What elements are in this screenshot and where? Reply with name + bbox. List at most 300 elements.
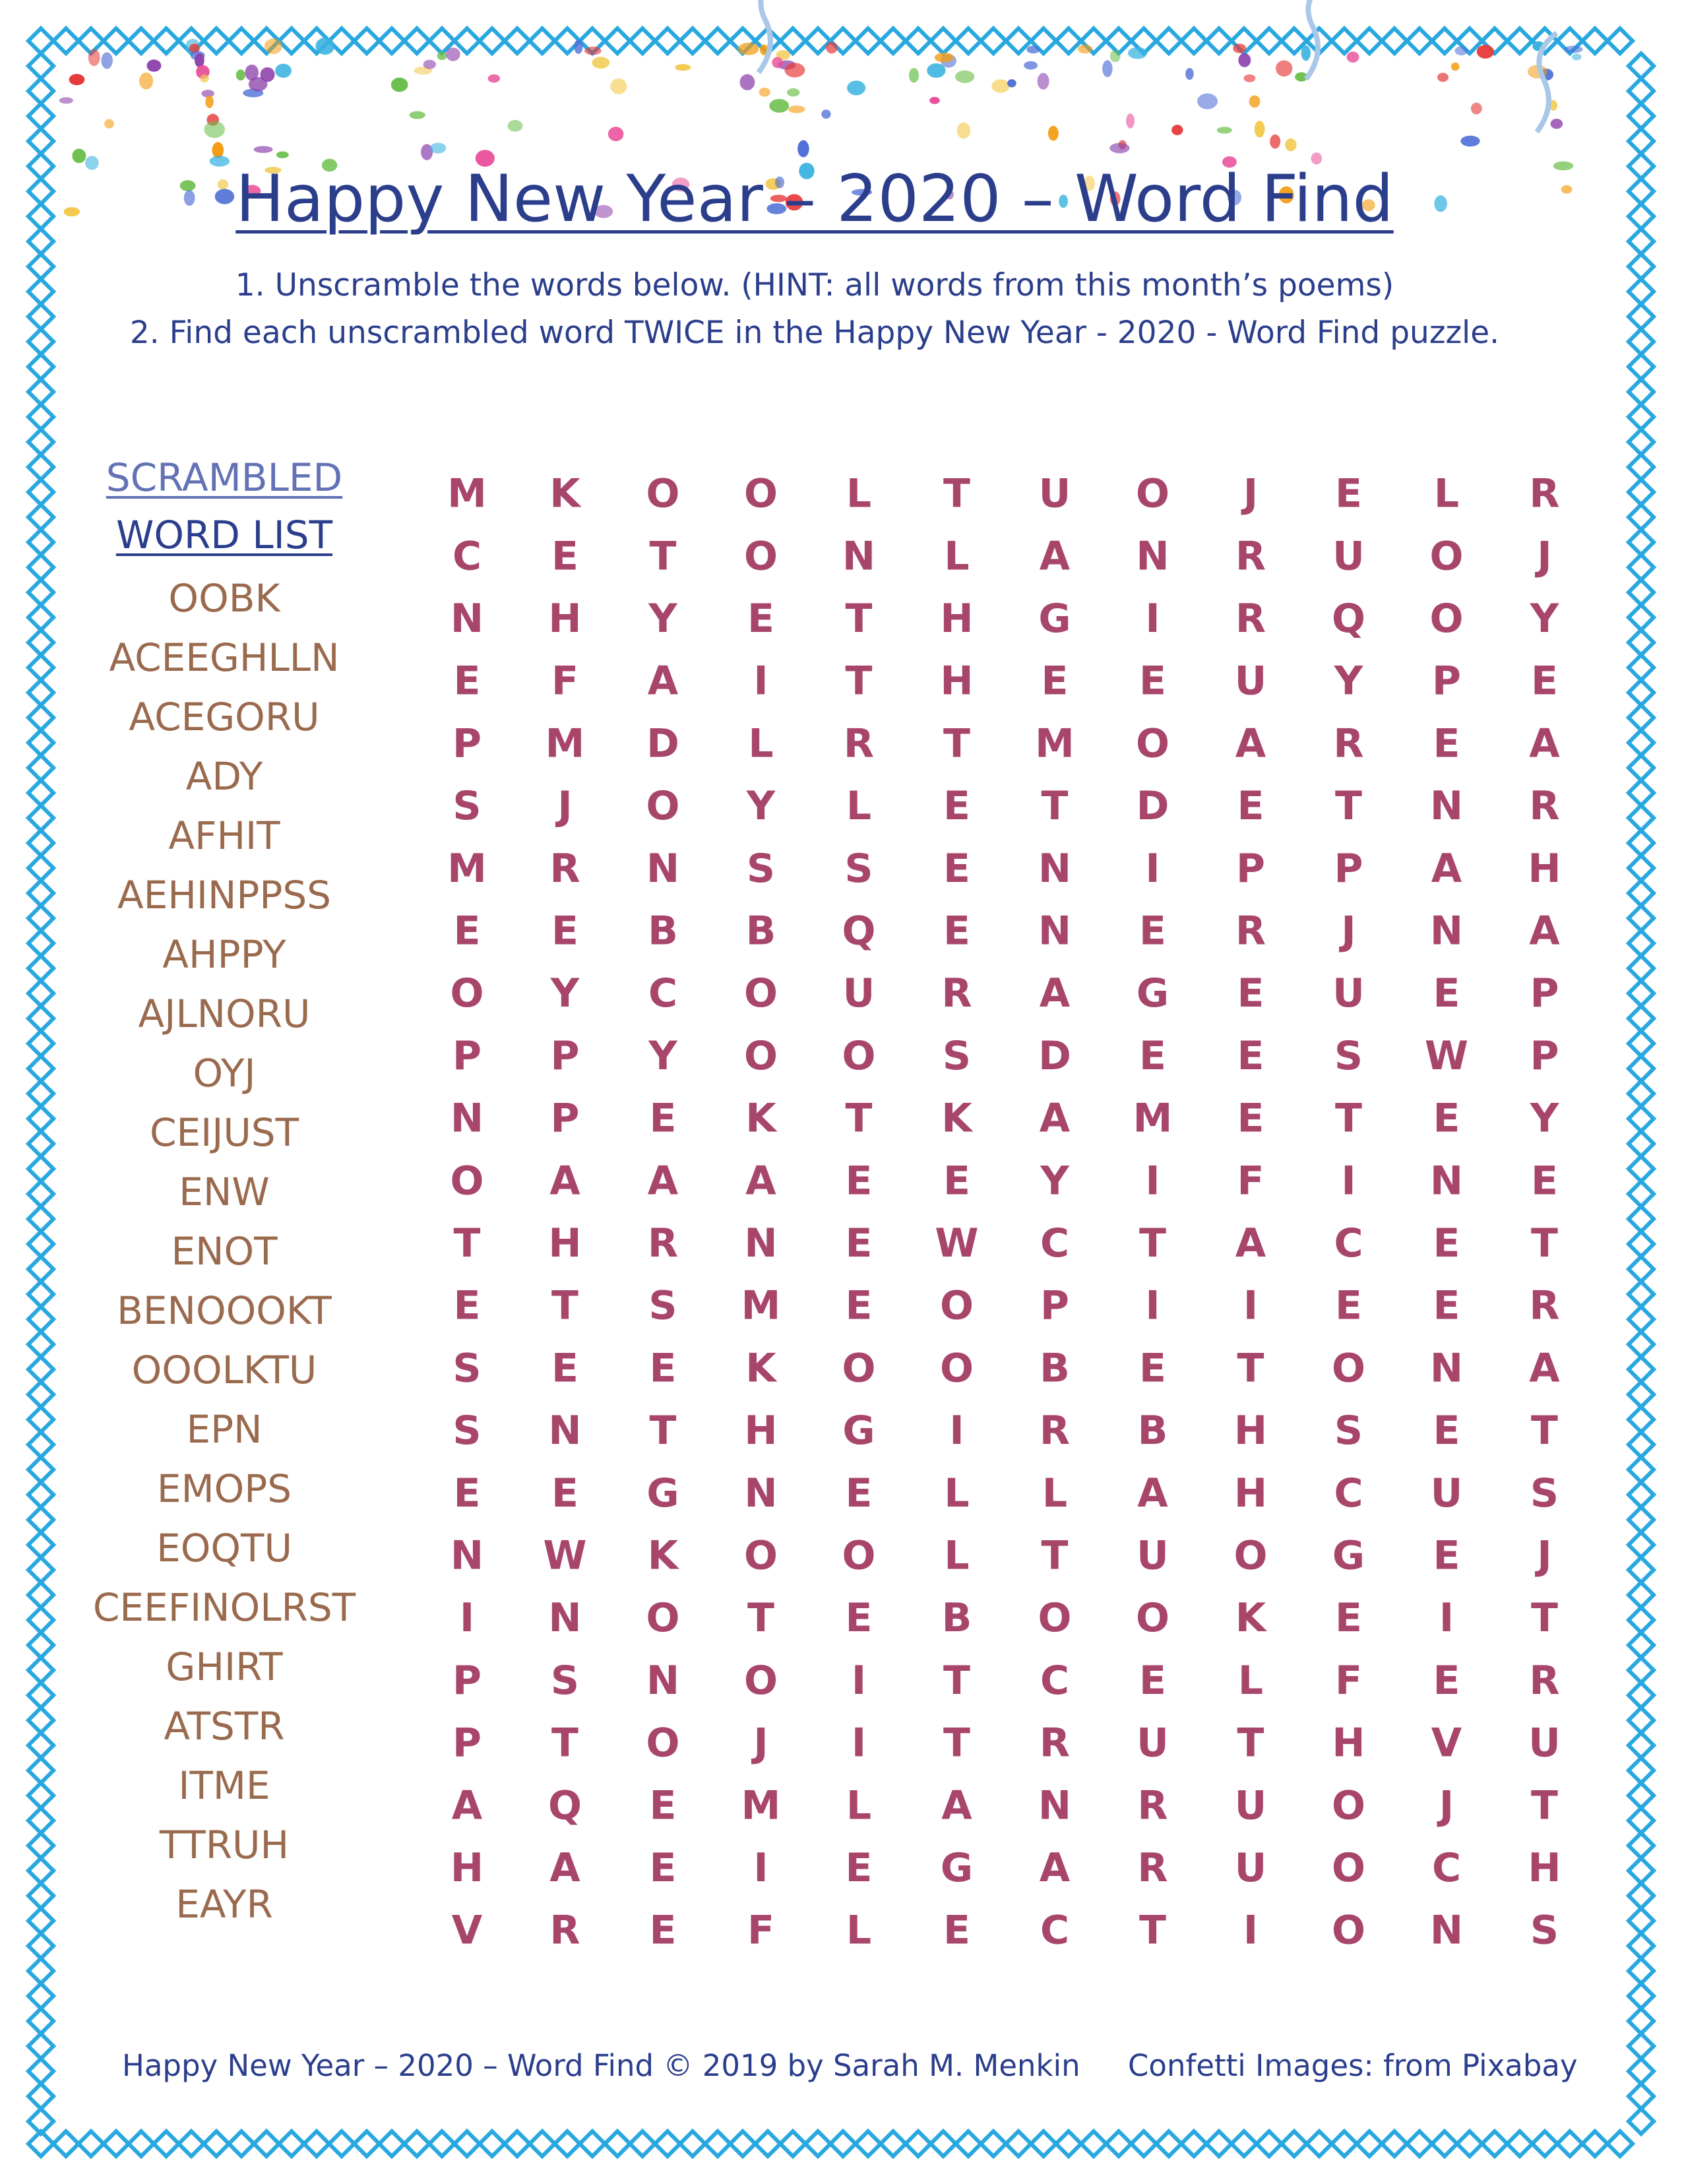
grid-letter: O (743, 470, 778, 517)
grid-letter: B (941, 1595, 972, 1642)
grid-letter: A (1431, 845, 1462, 892)
grid-letter: R (941, 970, 972, 1017)
grid-letter: N (548, 1595, 582, 1642)
word-list-item: TTRUH (159, 1823, 290, 1867)
grid-letter: W (543, 1532, 587, 1579)
grid-letter: F (747, 1907, 774, 1954)
grid-letter: V (1431, 1720, 1462, 1766)
grid-letter: E (649, 1345, 677, 1392)
grid-letter: E (1139, 1345, 1166, 1392)
word-list-item: EMOPS (156, 1466, 292, 1511)
grid-letter: H (1528, 845, 1561, 892)
grid-letter: R (549, 1907, 580, 1954)
grid-letter: J (753, 1720, 768, 1766)
grid-letter: E (1433, 1095, 1460, 1142)
grid-letter: T (1531, 1408, 1558, 1454)
grid-letter: L (846, 1907, 872, 1954)
footer-credits: Confetti Images: from Pixabay (1128, 2048, 1578, 2083)
grid-letter: C (648, 970, 678, 1017)
grid-letter: H (1528, 1844, 1561, 1891)
grid-letter: C (1040, 1907, 1070, 1954)
grid-letter: O (743, 1532, 778, 1579)
grid-letter: O (1429, 595, 1464, 642)
grid-letter: E (1433, 1408, 1460, 1454)
grid-letter: T (453, 1220, 481, 1266)
grid-letter: C (1040, 1657, 1070, 1704)
grid-letter: T (649, 1408, 677, 1454)
grid-letter: E (551, 1345, 578, 1392)
word-list-item: EAYR (175, 1882, 273, 1927)
grid-letter: R (1137, 1844, 1168, 1891)
grid-letter: H (940, 658, 974, 704)
grid-letter: S (550, 1657, 580, 1704)
grid-letter: F (1237, 1158, 1264, 1204)
grid-letter: A (745, 1158, 776, 1204)
grid-letter: A (1039, 533, 1071, 580)
grid-letter: U (1528, 1720, 1561, 1766)
grid-letter: C (1334, 1220, 1363, 1266)
grid-letter: G (646, 1470, 679, 1516)
grid-letter: T (1335, 1095, 1362, 1142)
grid-letter: I (1243, 1282, 1259, 1329)
grid-letter: Q (842, 908, 876, 954)
grid-letter: U (1137, 1720, 1169, 1766)
grid-letter: N (450, 1532, 484, 1579)
grid-letter: N (1429, 1345, 1464, 1392)
grid-letter: O (646, 470, 680, 517)
grid-letter: O (1135, 1595, 1170, 1642)
grid-letter: A (941, 1782, 972, 1829)
grid-letter: E (1335, 1282, 1362, 1329)
word-list-item: AFHIT (168, 813, 280, 858)
grid-letter: E (453, 908, 481, 954)
grid-letter: R (843, 720, 875, 767)
grid-letter: L (1042, 1470, 1068, 1516)
grid-letter: M (741, 1782, 781, 1829)
grid-letter: N (1429, 783, 1464, 830)
grid-letter: J (1341, 908, 1356, 954)
grid-letter: I (753, 1844, 768, 1891)
instruction-2: 2. Find each unscrambled word TWICE in the Happy New Year - 2020 - Word Find puzzle. (129, 315, 1500, 351)
word-list-item: GHIRT (166, 1644, 283, 1689)
grid-letter: N (646, 1657, 680, 1704)
grid-letter: W (1424, 1032, 1469, 1079)
grid-letter: A (1529, 1345, 1560, 1392)
grid-letter: S (1530, 1470, 1559, 1516)
grid-letter: L (944, 1470, 970, 1516)
grid-letter: H (1332, 1720, 1365, 1766)
grid-letter: J (557, 783, 573, 830)
grid-letter: K (941, 1095, 972, 1142)
grid-letter: A (1235, 720, 1266, 767)
word-list-item: ITME (178, 1763, 270, 1808)
grid-letter: E (1433, 720, 1460, 767)
grid-letter: E (1237, 783, 1264, 830)
grid-letter: E (845, 1595, 873, 1642)
grid-letter: O (1331, 1345, 1366, 1392)
grid-letter: O (646, 1595, 680, 1642)
grid-letter: T (1041, 783, 1069, 830)
grid-letter: H (744, 1408, 778, 1454)
grid-letter: O (646, 783, 680, 830)
grid-letter: U (1038, 470, 1071, 517)
grid-letter: T (845, 595, 873, 642)
grid-letter: I (1145, 845, 1160, 892)
grid-letter: F (1335, 1657, 1362, 1704)
grid-letter: U (1137, 1532, 1169, 1579)
word-list-item: ENOT (171, 1229, 278, 1274)
grid-letter: E (1139, 1032, 1166, 1079)
word-list-item: AEHINPPSS (117, 873, 331, 918)
grid-letter: E (1139, 908, 1166, 954)
grid-letter: T (943, 470, 970, 517)
grid-letter: S (1334, 1408, 1363, 1454)
grid-letter: S (648, 1282, 677, 1329)
grid-letter: T (551, 1720, 578, 1766)
word-list-item: ENW (179, 1170, 270, 1214)
grid-letter: P (1530, 1032, 1559, 1079)
grid-letter: D (1038, 1032, 1071, 1079)
grid-letter: A (549, 1158, 580, 1204)
footer-copyright: Happy New Year – 2020 – Word Find © 2019 by Sarah M. Menkin (122, 2048, 1080, 2083)
grid-letter: E (1335, 1595, 1362, 1642)
grid-letter: P (550, 1095, 580, 1142)
grid-letter: J (1243, 470, 1259, 517)
grid-letter: U (1332, 533, 1365, 580)
grid-letter: O (842, 1345, 876, 1392)
grid-letter: E (1531, 1158, 1558, 1204)
grid-letter: Y (746, 783, 776, 830)
grid-letter: L (944, 533, 970, 580)
grid-letter: H (940, 595, 974, 642)
grid-letter: Y (648, 1032, 677, 1079)
grid-letter: L (748, 720, 774, 767)
grid-letter: T (1531, 1220, 1558, 1266)
grid-letter: P (452, 1657, 482, 1704)
grid-letter: M (1035, 720, 1075, 767)
grid-letter: O (1331, 1782, 1366, 1829)
grid-letter: T (1041, 1532, 1069, 1579)
word-list-item: AJLNORU (138, 991, 311, 1036)
grid-letter: S (452, 1345, 482, 1392)
grid-letter: J (1439, 1782, 1454, 1829)
word-list-item: BENOOOKT (117, 1288, 332, 1333)
grid-letter: O (450, 1158, 484, 1204)
grid-letter: E (1433, 1220, 1460, 1266)
grid-letter: O (1135, 720, 1170, 767)
word-list-item: CEEFINOLRST (92, 1585, 356, 1630)
grid-letter: G (842, 1408, 875, 1454)
grid-letter: A (1137, 1470, 1168, 1516)
word-list-item: ACEEGHLLN (109, 635, 340, 680)
grid-letter: E (943, 1158, 970, 1204)
grid-letter: P (1040, 1282, 1069, 1329)
grid-letter: O (842, 1032, 876, 1079)
grid-letter: E (1139, 1657, 1166, 1704)
grid-letter: I (851, 1720, 867, 1766)
grid-letter: P (1530, 970, 1559, 1017)
grid-letter: E (943, 908, 970, 954)
grid-letter: M (447, 845, 487, 892)
grid-letter: P (452, 720, 482, 767)
grid-letter: E (845, 1470, 873, 1516)
grid-letter: O (939, 1345, 974, 1392)
grid-letter: Y (1530, 1095, 1559, 1142)
grid-letter: R (1333, 720, 1364, 767)
grid-letter: O (743, 1032, 778, 1079)
grid-letter: G (940, 1844, 974, 1891)
grid-letter: I (1243, 1907, 1259, 1954)
grid-letter: T (1139, 1907, 1166, 1954)
grid-letter: C (1334, 1470, 1363, 1516)
grid-letter: T (1139, 1220, 1166, 1266)
grid-letter: N (744, 1470, 778, 1516)
grid-letter: G (1332, 1532, 1365, 1579)
grid-letter: N (842, 533, 876, 580)
grid-letter: O (743, 970, 778, 1017)
grid-letter: S (452, 1408, 482, 1454)
grid-letter: E (551, 908, 578, 954)
grid-letter: E (1335, 470, 1362, 517)
grid-letter: N (450, 595, 484, 642)
grid-letter: I (1145, 595, 1160, 642)
instruction-1: 1. Unscramble the words below. (HINT: all words from this month’s poems) (235, 267, 1394, 303)
grid-letter: A (1529, 908, 1560, 954)
grid-letter: B (1137, 1408, 1168, 1454)
grid-letter: R (1235, 908, 1266, 954)
grid-letter: K (745, 1095, 776, 1142)
grid-letter: E (1433, 970, 1460, 1017)
grid-letter: L (846, 470, 872, 517)
word-list-item: OYJ (193, 1051, 256, 1096)
grid-letter: N (450, 1095, 484, 1142)
grid-letter: S (746, 845, 776, 892)
grid-letter: B (1040, 1345, 1070, 1392)
grid-letter: M (741, 1282, 781, 1329)
grid-letter: A (1039, 1095, 1071, 1142)
grid-letter: P (1236, 845, 1265, 892)
word-list-item: ATSTR (164, 1704, 285, 1749)
grid-letter: E (943, 1907, 970, 1954)
grid-letter: R (1529, 1657, 1560, 1704)
grid-letter: T (1335, 783, 1362, 830)
grid-letter: K (745, 1345, 776, 1392)
grid-letter: O (646, 1720, 680, 1766)
grid-letter: E (551, 533, 578, 580)
grid-letter: D (1136, 783, 1169, 830)
grid-letter: B (745, 908, 776, 954)
grid-letter: K (1235, 1595, 1266, 1642)
grid-letter: E (845, 1844, 873, 1891)
grid-letter: T (1237, 1345, 1264, 1392)
grid-letter: E (845, 1282, 873, 1329)
grid-letter: Y (1040, 1158, 1069, 1204)
grid-letter: T (943, 1657, 970, 1704)
grid-letter: L (846, 1782, 872, 1829)
grid-letter: T (649, 533, 677, 580)
grid-letter: T (1237, 1720, 1264, 1766)
grid-letter: L (1433, 470, 1460, 517)
grid-letter: H (1233, 1470, 1268, 1516)
word-list-item: CEIJUST (149, 1110, 299, 1155)
grid-letter: O (939, 1282, 974, 1329)
word-list-item: AHPPY (162, 932, 286, 977)
page-title: Happy New Year – 2020 – Word Find (235, 162, 1394, 237)
grid-letter: O (743, 1657, 778, 1704)
grid-letter: A (549, 1844, 580, 1891)
grid-letter: R (549, 845, 580, 892)
grid-letter: R (1529, 783, 1560, 830)
word-list-item: OOBK (168, 576, 280, 621)
word-list-item: EPN (186, 1407, 263, 1452)
grid-letter: N (548, 1408, 582, 1454)
grid-letter: S (1530, 1907, 1559, 1954)
grid-letter: R (1529, 470, 1560, 517)
grid-letter: F (551, 658, 578, 704)
grid-letter: I (851, 1657, 867, 1704)
grid-letter: A (1529, 720, 1560, 767)
grid-letter: O (1038, 1595, 1072, 1642)
grid-letter: O (743, 533, 778, 580)
grid-letter: E (1433, 1532, 1460, 1579)
word-list-item: EOQTU (156, 1526, 292, 1571)
grid-letter: C (1040, 1220, 1070, 1266)
grid-letter: E (845, 1158, 873, 1204)
grid-letter: R (1235, 595, 1266, 642)
grid-letter: M (1133, 1095, 1173, 1142)
grid-letter: E (1041, 658, 1069, 704)
grid-letter: P (1334, 845, 1363, 892)
grid-letter: T (845, 1095, 873, 1142)
grid-letter: A (647, 658, 679, 704)
grid-letter: H (1233, 1408, 1268, 1454)
grid-letter: O (1233, 1532, 1268, 1579)
grid-letter: N (1136, 533, 1169, 580)
grid-letter: J (1537, 533, 1552, 580)
grid-letter: O (1135, 470, 1170, 517)
grid-letter: J (1537, 1532, 1552, 1579)
grid-letter: K (647, 1532, 679, 1579)
grid-letter: Q (547, 1782, 582, 1829)
grid-letter: S (942, 1032, 972, 1079)
grid-letter: Q (1331, 595, 1366, 642)
grid-letter: H (548, 595, 582, 642)
grid-letter: E (845, 1220, 873, 1266)
grid-letter: P (452, 1032, 482, 1079)
grid-letter: O (1331, 1907, 1366, 1954)
grid-letter: N (1429, 1907, 1464, 1954)
grid-letter: E (453, 1470, 481, 1516)
grid-letter: S (1334, 1032, 1363, 1079)
word-list-item: OOOLKTU (131, 1348, 317, 1392)
grid-letter: E (943, 845, 970, 892)
grid-letter: R (647, 1220, 679, 1266)
grid-letter: I (753, 658, 768, 704)
grid-letter: N (1429, 908, 1464, 954)
grid-letter: E (1433, 1282, 1460, 1329)
grid-letter: C (1431, 1844, 1462, 1891)
grid-letter: E (453, 1282, 481, 1329)
grid-letter: N (1429, 1158, 1464, 1204)
grid-letter: P (550, 1032, 580, 1079)
word-list-heading-line1: SCRAMBLED (106, 455, 343, 500)
grid-letter: O (1429, 533, 1464, 580)
grid-letter: I (459, 1595, 475, 1642)
grid-letter: T (551, 1282, 578, 1329)
grid-letter: E (649, 1907, 677, 1954)
grid-letter: E (1433, 1657, 1460, 1704)
grid-letter: O (450, 970, 484, 1017)
grid-letter: E (649, 1844, 677, 1891)
grid-letter: T (1531, 1782, 1558, 1829)
grid-letter: E (453, 658, 481, 704)
grid-letter: M (545, 720, 585, 767)
grid-letter: T (1531, 1595, 1558, 1642)
grid-letter: I (1341, 1158, 1356, 1204)
grid-letter: N (1038, 845, 1072, 892)
grid-letter: I (949, 1408, 964, 1454)
grid-letter: U (1332, 970, 1365, 1017)
grid-letter: O (842, 1532, 876, 1579)
grid-letter: E (1237, 970, 1264, 1017)
grid-letter: N (1038, 908, 1072, 954)
grid-letter: Y (1334, 658, 1363, 704)
grid-letter: M (447, 470, 487, 517)
grid-letter: L (1237, 1657, 1264, 1704)
grid-letter: C (452, 533, 482, 580)
grid-letter: I (1145, 1282, 1160, 1329)
grid-letter: A (1235, 1220, 1266, 1266)
grid-letter: E (1531, 658, 1558, 704)
grid-letter: E (649, 1782, 677, 1829)
grid-letter: P (452, 1720, 482, 1766)
grid-letter: S (844, 845, 873, 892)
grid-letter: L (944, 1532, 970, 1579)
grid-letter: H (450, 1844, 484, 1891)
grid-letter: V (451, 1907, 483, 1954)
grid-letter: T (943, 1720, 970, 1766)
grid-letter: P (1432, 658, 1461, 704)
grid-letter: T (943, 720, 970, 767)
grid-letter: R (1039, 1720, 1071, 1766)
grid-letter: E (1237, 1095, 1264, 1142)
grid-letter: I (1439, 1595, 1454, 1642)
grid-letter: E (649, 1095, 677, 1142)
grid-letter: N (646, 845, 680, 892)
grid-letter: U (1234, 658, 1267, 704)
grid-letter: G (1136, 970, 1169, 1017)
grid-letter: E (747, 595, 774, 642)
grid-letter: A (1039, 970, 1071, 1017)
grid-letter: E (551, 1470, 578, 1516)
grid-letter: L (846, 783, 872, 830)
grid-letter: G (1038, 595, 1071, 642)
grid-letter: N (1038, 1782, 1072, 1829)
grid-letter: E (1237, 1032, 1264, 1079)
grid-letter: U (1234, 1782, 1267, 1829)
word-list-heading-line2: WORD LIST (115, 513, 333, 557)
grid-letter: H (548, 1220, 582, 1266)
grid-letter: Y (1530, 595, 1559, 642)
grid-letter: A (647, 1158, 679, 1204)
grid-letter: Y (550, 970, 580, 1017)
grid-letter: W (935, 1220, 979, 1266)
grid-letter: E (1139, 658, 1166, 704)
grid-letter: R (1529, 1282, 1560, 1329)
grid-letter: S (452, 783, 482, 830)
word-list-item: ACEGORU (129, 695, 320, 739)
grid-letter: R (1235, 533, 1266, 580)
